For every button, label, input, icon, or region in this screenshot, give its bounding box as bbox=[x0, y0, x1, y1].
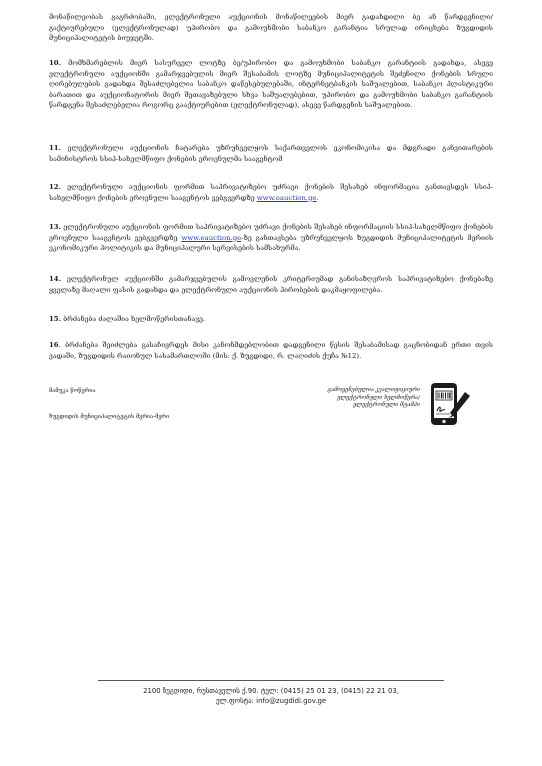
paragraph-text: მომხმარებლის მიერ სასურველ ლოტზე ბე/უპირობო და გამოუხმობი საბანკო გარანტიის გადახდა, ასევე ელექტრონული აუქციონში გამარჯვებულის მიერ შესაბამის ლოტზე მუნიციპალიტეტის შეძენილი ქონების სრული ღირებულების გადახდა შესაძლებელია საბანკო დაწესებულებაში, ინტერნეტბანკის საშუალებით, საბანკო პლასტიკური ბარათით და აუქციონატორის მიერ შეთავაზებული სხვა საშუალებებით, უპირობო და გამოუხმობი საბანკო გარანტიის წარდგენა შესაძლებელია როგორც გააქტიურებით (ელექტრონულად), ასევე წარდგენის საშუალებით. bbox=[49, 59, 493, 109]
paragraph-text-tail: . bbox=[316, 193, 319, 202]
paragraph-text: ბრძანება ძალაშია ხელმოწერისთანავე. bbox=[63, 315, 206, 323]
electronic-signature-note bbox=[298, 387, 420, 410]
paragraph-12 bbox=[49, 182, 493, 203]
paragraph-number: 16 bbox=[49, 341, 59, 349]
paragraph-text: ელექტრონული აუქციონის ფორმით საპრივატიზებო უძრავი ქონების შესახებ ინფორმაციის სსიპ-სახელმწიფო ქონების ეროვნული სააგენტოს ვებგვერდზე bbox=[49, 223, 493, 242]
paragraph-number: 11. bbox=[49, 144, 61, 152]
paragraph-text: ელექტრონული აუქციონის ფორმით საპრივატიზებო უძრავი ქონების შესახებ ინფორმაცია განთავსდეს სსიპ-სახელმწიფო ქონების ეროვნული სააგენტოს ვებგვერდზე bbox=[49, 183, 493, 202]
signatory-title: ზუგდიდის მუნიციპალიტეტის მერია-მერი bbox=[49, 414, 170, 420]
footer bbox=[60, 686, 482, 706]
footer-address: 2100 ზუგდიდი, რუსთაველის ქ.90. ტელ: (0415) 25 01 23, (0415) 22 21 03, bbox=[143, 687, 399, 695]
e-signature-tablet-icon bbox=[424, 380, 474, 430]
paragraph-14 bbox=[49, 274, 493, 295]
paragraph-15 bbox=[49, 314, 493, 325]
paragraph-11 bbox=[49, 143, 493, 164]
eauction-link[interactable]: www.eauction.ge bbox=[256, 193, 317, 202]
paragraph-number: 12. bbox=[49, 183, 61, 191]
paragraph-16 bbox=[49, 340, 493, 361]
paragraph-number: 14. bbox=[49, 275, 61, 283]
stamp-line: ელექტრონული შტამპი bbox=[353, 402, 420, 408]
signatory-name: მამუკა წოწერია bbox=[49, 388, 96, 394]
footer-email: ელ.ფოსტა: info@zugdidi.gov.ge bbox=[215, 697, 327, 705]
paragraph-number: 10. bbox=[49, 59, 61, 67]
paragraph-text-tail: -ზე განთავსება უზრუნველყოს ზუგდიდის მუნიციპალიტეტის მერიის ეკონომიკური პოლიტიკის და მუნიციპალური სერვისების სამსახურმა. bbox=[49, 233, 494, 252]
paragraph-number: 13. bbox=[49, 223, 61, 231]
paragraph-text: ელექტრონული აუქციონის ჩატარება უზრუნველყოს საქართველოს ეკონომიკისა და მდგრადი განვითარების სამინისტროს სსიპ-სახელმწიფო ქონების ეროვნულმა სააგენტომ bbox=[49, 144, 493, 163]
paragraph-text: ელექტრონულ აუქციონში გამარჯვებულის გამოვლენის კრიტერიუმად განისაზღვროს საპრივატიზებო ქონებაზე ყველაზე მაღალი ფასის გადახდა და ელექტრონული აუქციონის პირობების დაკმაყოფილება. bbox=[49, 275, 493, 294]
paragraph-text: მონაწილეობას გაგრძობაში, ელექტრონული აუქციონის მონაწილეების მიერ გადახდილი ბე ან წარდგენილი/გაქტიურებული (ელექტრონულად) უპირობო და გამოუხმობი საბანკო გარანტია სრულად ირიცხება ზუგდიდის მუნიციპალიტეტის ბიუჯეტში. bbox=[49, 13, 493, 42]
stamp-line: გამოყენებულია კვალიფიციური bbox=[327, 387, 420, 393]
paragraph-13 bbox=[49, 222, 493, 254]
paragraph-number: 15. bbox=[49, 315, 61, 323]
stamp-line: ელექტრონული ხელმოწერა/ bbox=[337, 394, 420, 401]
footer-divider bbox=[98, 680, 444, 681]
paragraph-10 bbox=[49, 58, 493, 111]
paragraph-text: . ბრძანება შეიძლება გასაჩივრდეს მისი კანონმდებლობით დადგენილი წესის შესაბამისად გაცნობიდან ერთი თვის ვადაში, ზუგდიდის რაიონულ სასამართლოში (მის: ქ. ზუგდიდი, რ. ლაღიძის ქუჩა №12). bbox=[49, 341, 493, 360]
eauction-link[interactable]: www.eauction.ge bbox=[181, 233, 242, 242]
paragraph-continuation bbox=[49, 12, 493, 44]
